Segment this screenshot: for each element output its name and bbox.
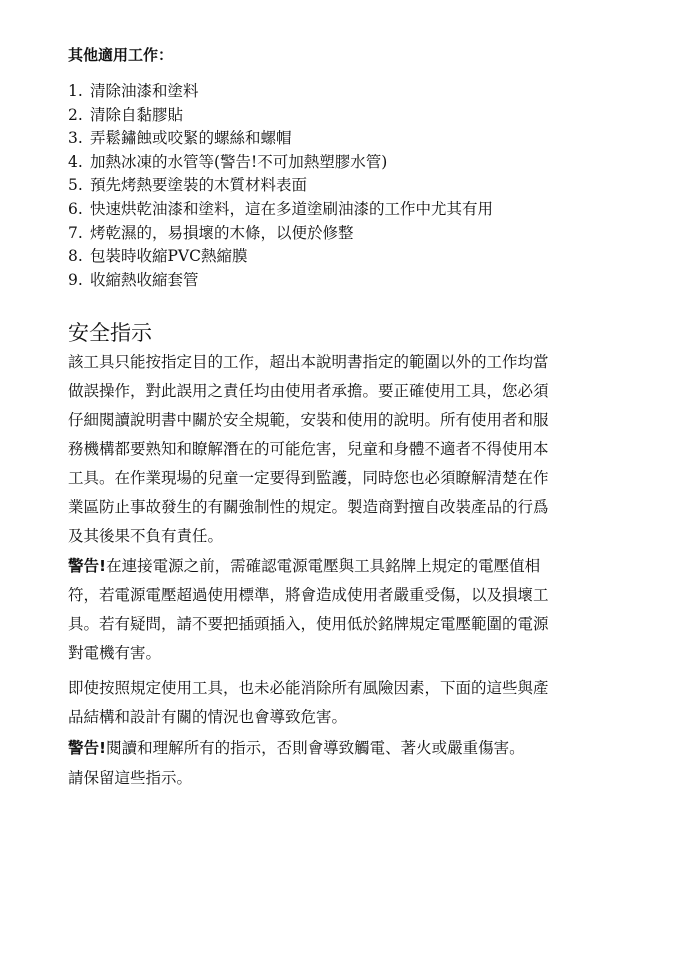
list-number: 2. [68,105,83,124]
voltage-warning-paragraph [68,552,636,668]
paragraph-line: 品結構和設計有關的情況也會導致危害。 [68,708,348,726]
list-number: 9. [68,270,83,289]
list-number: 5. [68,176,83,195]
list-item [68,269,493,293]
list-text: 烤乾濕的，易損壞的木條，以便於修整 [90,223,354,242]
list-item [68,127,493,151]
usage-paragraph [68,348,636,551]
list-item [68,198,493,222]
list-text: 清除自黏膠貼 [90,105,184,124]
list-text: 清除油漆和塗料 [90,82,199,100]
list-item [68,151,493,175]
paragraph-line: 請保留這些指示。 [68,769,193,787]
other-uses-heading: 其他適用工作： [68,46,174,64]
uses-list [68,80,493,292]
paragraph-line [68,734,636,763]
read-instructions-warning [68,734,636,763]
list-text: 弄鬆鏽蝕或咬緊的螺絲和螺帽 [90,129,292,148]
paragraph-line: 工具。在作業現場的兒童一定要得到監護，同時您也必須瞭解清楚在作 [68,469,549,487]
paragraph-line: 符，若電源電壓超過使用標準，將會造成使用者嚴重受傷，以及損壞工 [68,586,549,604]
paragraph-line: 該工具只能按指定目的工作，超出本說明書指定的範圍以外的工作均當 [68,353,549,371]
list-text: 加熱冰凍的水管等(警告!不可加熱塑膠水管) [90,152,388,171]
list-item [68,245,493,269]
safety-section-title: 安全指示 [68,321,152,345]
list-number: 3. [68,129,83,148]
paragraph-line: 做誤操作，對此誤用之責任均由使用者承擔。要正確使用工具，您必須 [68,382,549,400]
list-item [68,174,493,198]
warning-text: 在連接電源之前，需確認電源電壓與工具銘牌上規定的電壓值相 [106,557,541,575]
paragraph-line: 務機構都要熟知和瞭解潛在的可能危害，兒童和身體不適者不得使用本 [68,440,549,458]
list-item [68,222,493,246]
paragraph-line [68,552,636,581]
list-number: 8. [68,247,83,266]
paragraph-line: 即使按照規定使用工具，也未必能消除所有風險因素，下面的這些與產 [68,679,549,697]
list-number: 7. [68,223,83,242]
list-text: 收縮熱收縮套管 [90,270,199,289]
list-text: 包裝時收縮PVC熱縮膜 [90,247,248,266]
list-text: 快速烘乾油漆和塗料，這在多道塗刷油漆的工作中尤其有用 [90,199,494,218]
list-number: 4. [68,152,83,171]
list-item [68,80,493,104]
warning-text: 閱讀和理解所有的指示，否則會導致觸電、著火或嚴重傷害。 [106,739,525,757]
paragraph-line: 及其後果不負有責任。 [68,527,224,545]
warning-label: 警告! [68,557,107,575]
list-number: 6. [68,199,83,218]
keep-instructions-note [68,764,636,793]
paragraph-line: 對電機有害。 [68,644,162,662]
list-number: 1. [68,82,83,100]
list-text: 預先烤熱要塗裝的木質材料表面 [90,176,308,195]
list-item [68,104,493,128]
paragraph-line: 具。若有疑問，請不要把插頭插入，使用低於銘牌規定電壓範圍的電源 [68,615,549,633]
warning-label: 警告! [68,739,107,757]
residual-risk-paragraph [68,674,636,732]
paragraph-line: 仔細閱讀說明書中關於安全規範，安裝和使用的說明。所有使用者和服 [68,411,549,429]
paragraph-line: 業區防止事故發生的有關強制性的規定。製造商對擅自改裝產品的行爲 [68,498,549,516]
